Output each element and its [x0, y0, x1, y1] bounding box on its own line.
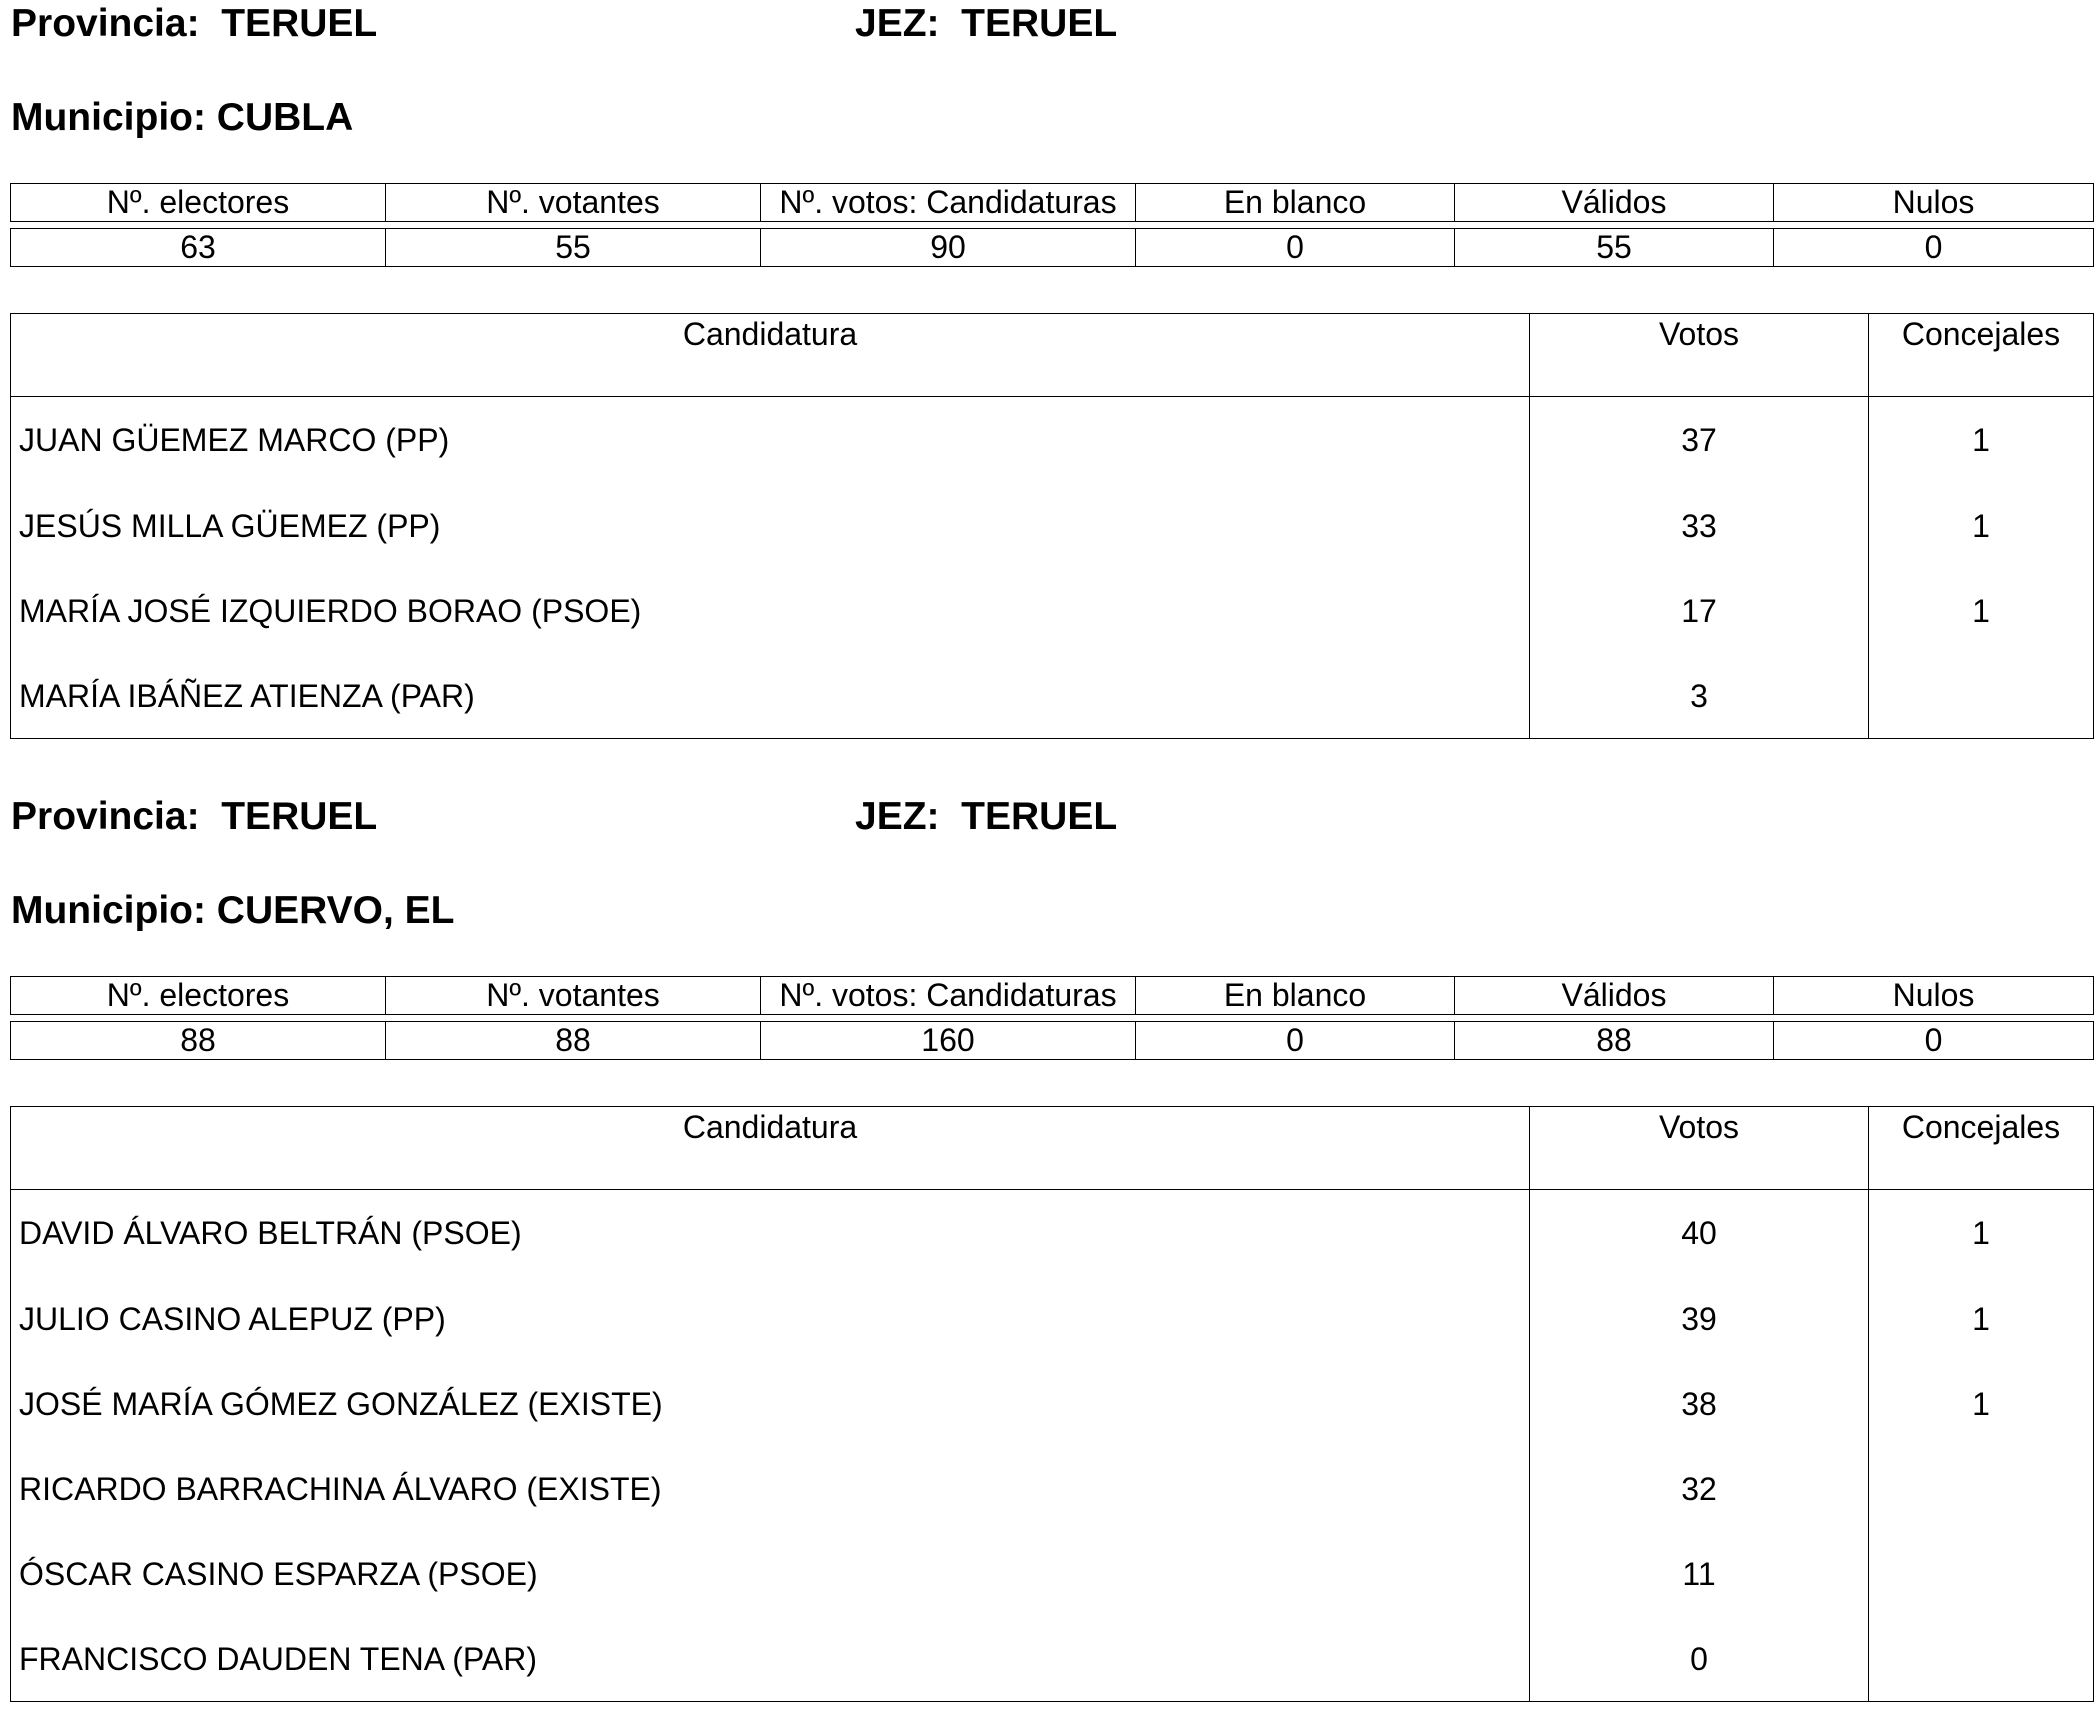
candidate-votos: 32: [1530, 1446, 1869, 1531]
candidate-concejales: [1869, 653, 2094, 739]
stats-header-validos: Válidos: [1455, 184, 1774, 222]
municipio-section-cubla: [0, 0, 2099, 800]
candidate-name: JESÚS MILLA GÜEMEZ (PP): [11, 483, 1530, 568]
stats-value-row: [11, 229, 2094, 267]
stats-header-en-blanco: En blanco: [1136, 977, 1455, 1015]
stats-value-votantes: 88: [386, 1022, 761, 1060]
candidate-row: [11, 1531, 2094, 1616]
stats-header-en-blanco: En blanco: [1136, 184, 1455, 222]
candidate-row: [11, 483, 2094, 568]
stats-header-votos-candidaturas: Nº. votos: Candidaturas: [761, 184, 1136, 222]
header-votos: Votos: [1530, 314, 1869, 397]
stats-value-votos-candidaturas: 160: [761, 1022, 1136, 1060]
candidate-votos: 39: [1530, 1276, 1869, 1361]
stats-header-nulos: Nulos: [1774, 184, 2094, 222]
candidate-row: [11, 653, 2094, 739]
stats-value-en-blanco: 0: [1136, 229, 1455, 267]
candidate-name: JOSÉ MARÍA GÓMEZ GONZÁLEZ (EXISTE): [11, 1361, 1530, 1446]
provincia-label: Provincia: TERUEL: [11, 795, 378, 838]
provincia-label: Provincia: TERUEL: [11, 2, 378, 45]
stats-header-electores: Nº. electores: [11, 977, 386, 1015]
stats-table: [10, 183, 2094, 267]
candidates-table: [10, 1106, 2094, 1702]
candidates-header-row: [11, 314, 2094, 397]
candidate-concejales: [1869, 1616, 2094, 1702]
candidate-concejales: [1869, 1446, 2094, 1531]
candidates-header-row: [11, 1107, 2094, 1190]
candidate-row: [11, 568, 2094, 653]
stats-header-electores: Nº. electores: [11, 184, 386, 222]
municipio-section-cuervo-el: [0, 793, 2099, 1677]
candidate-name: RICARDO BARRACHINA ÁLVARO (EXISTE): [11, 1446, 1530, 1531]
candidate-row: [11, 1446, 2094, 1531]
candidate-name: MARÍA JOSÉ IZQUIERDO BORAO (PSOE): [11, 568, 1530, 653]
stats-header-votos-candidaturas: Nº. votos: Candidaturas: [761, 977, 1136, 1015]
candidate-votos: 11: [1530, 1531, 1869, 1616]
candidate-row: [11, 1276, 2094, 1361]
candidate-name: DAVID ÁLVARO BELTRÁN (PSOE): [11, 1190, 1530, 1277]
stats-header-nulos: Nulos: [1774, 977, 2094, 1015]
stats-value-votantes: 55: [386, 229, 761, 267]
candidate-votos: 33: [1530, 483, 1869, 568]
stats-value-nulos: 0: [1774, 1022, 2094, 1060]
stats-value-row: [11, 1022, 2094, 1060]
header-candidatura: Candidatura: [11, 1107, 1530, 1190]
candidate-concejales: 1: [1869, 1190, 2094, 1277]
header-candidatura: Candidatura: [11, 314, 1530, 397]
header-concejales: Concejales: [1869, 314, 2094, 397]
stats-value-en-blanco: 0: [1136, 1022, 1455, 1060]
candidate-name: MARÍA IBÁÑEZ ATIENZA (PAR): [11, 653, 1530, 739]
municipio-label: Municipio: CUERVO, EL: [11, 889, 455, 932]
candidate-row: [11, 1616, 2094, 1702]
header-concejales: Concejales: [1869, 1107, 2094, 1190]
candidate-votos: 17: [1530, 568, 1869, 653]
stats-header-row: [11, 977, 2094, 1015]
stats-value-validos: 55: [1455, 229, 1774, 267]
candidate-concejales: 1: [1869, 397, 2094, 484]
candidate-name: JUAN GÜEMEZ MARCO (PP): [11, 397, 1530, 484]
candidate-votos: 37: [1530, 397, 1869, 484]
jez-label: JEZ: TERUEL: [855, 795, 1118, 838]
candidate-votos: 3: [1530, 653, 1869, 739]
stats-value-electores: 63: [11, 229, 386, 267]
stats-value-nulos: 0: [1774, 229, 2094, 267]
stats-value-votos-candidaturas: 90: [761, 229, 1136, 267]
municipio-label: Municipio: CUBLA: [11, 96, 354, 139]
stats-value-validos: 88: [1455, 1022, 1774, 1060]
header-votos: Votos: [1530, 1107, 1869, 1190]
stats-header-row: [11, 184, 2094, 222]
candidate-row: [11, 397, 2094, 484]
stats-header-votantes: Nº. votantes: [386, 977, 761, 1015]
candidate-name: FRANCISCO DAUDEN TENA (PAR): [11, 1616, 1530, 1702]
candidate-concejales: 1: [1869, 1276, 2094, 1361]
stats-value-electores: 88: [11, 1022, 386, 1060]
stats-table: [10, 976, 2094, 1060]
candidate-name: ÓSCAR CASINO ESPARZA (PSOE): [11, 1531, 1530, 1616]
jez-label: JEZ: TERUEL: [855, 2, 1118, 45]
stats-header-votantes: Nº. votantes: [386, 184, 761, 222]
candidate-concejales: 1: [1869, 483, 2094, 568]
candidate-concejales: 1: [1869, 1361, 2094, 1446]
candidate-row: [11, 1361, 2094, 1446]
candidate-concejales: 1: [1869, 568, 2094, 653]
candidate-votos: 0: [1530, 1616, 1869, 1702]
candidate-votos: 40: [1530, 1190, 1869, 1277]
candidate-row: [11, 1190, 2094, 1277]
candidates-table: [10, 313, 2094, 739]
stats-header-validos: Válidos: [1455, 977, 1774, 1015]
candidate-name: JULIO CASINO ALEPUZ (PP): [11, 1276, 1530, 1361]
candidate-concejales: [1869, 1531, 2094, 1616]
candidate-votos: 38: [1530, 1361, 1869, 1446]
